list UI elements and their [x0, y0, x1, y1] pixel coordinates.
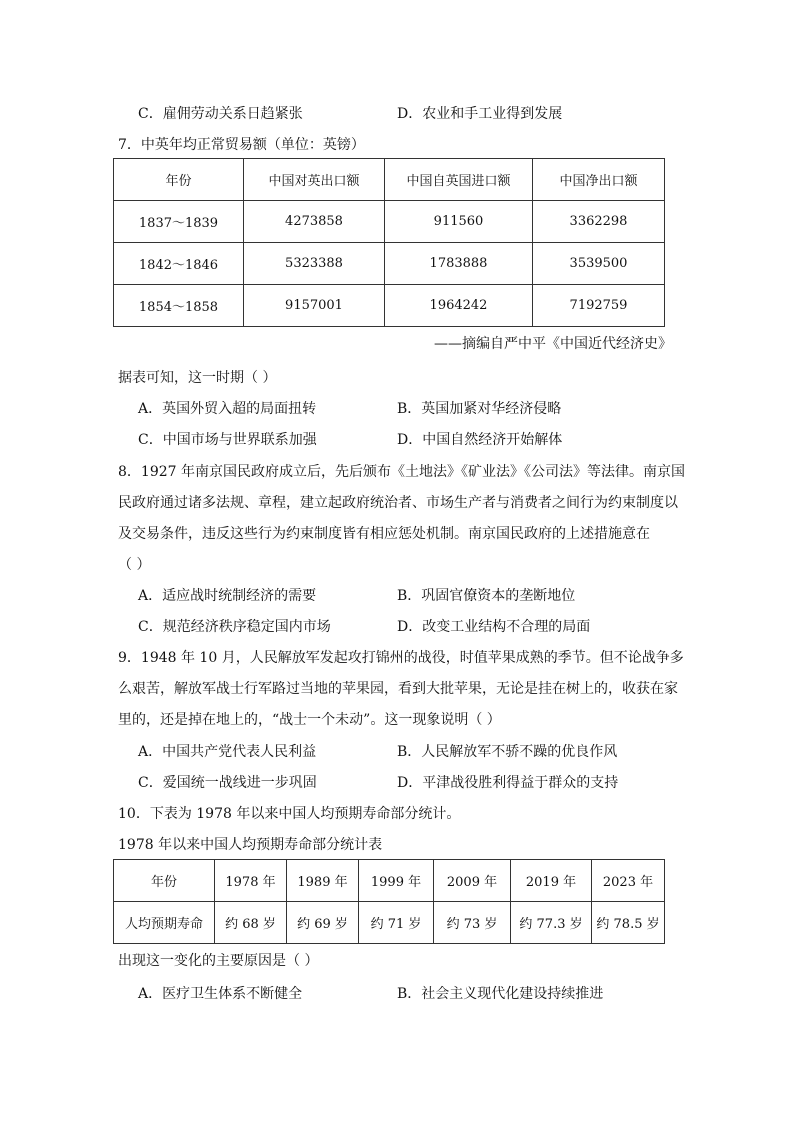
q10-option-a: A．医疗卫生体系不断健全 — [138, 986, 303, 1002]
q7-option-b: B．英国加紧对华经济侵略 — [397, 401, 562, 417]
table-cell: 4273858 — [244, 201, 385, 243]
header-cell: 2023 年 — [592, 860, 665, 902]
table-cell: 1837～1839 — [114, 201, 244, 243]
q9-option-d: D．平津战役胜利得益于群众的支持 — [397, 775, 619, 791]
q8-option-a: A．适应战时统制经济的需要 — [138, 588, 317, 604]
q8-option-d: D．改变工业结构不合理的局面 — [397, 619, 591, 635]
table-cell: 5323388 — [244, 243, 385, 285]
header-cell: 1989 年 — [287, 860, 359, 902]
table-cell: 7192759 — [533, 285, 665, 327]
life-expectancy-table — [113, 859, 665, 944]
table-row — [114, 285, 665, 327]
q10-stem: 出现这一变化的主要原因是（ ） — [118, 953, 319, 969]
q9-option-a: A．中国共产党代表人民利益 — [138, 744, 317, 760]
q6-option-c: C．雇佣劳动关系日趋紧张 — [138, 106, 303, 122]
q7-option-c: C．中国市场与世界联系加强 — [138, 432, 317, 448]
q7-title: 7．中英年均正常贸易额（单位：英镑） — [118, 137, 365, 153]
header-cell: 中国对英出口额 — [244, 159, 385, 201]
table-cell: 约 68 岁 — [215, 902, 287, 944]
q8-line-3: 及交易条件，违反这些行为约束制度皆有相应惩处机制。南京国民政府的上述措施意在 — [118, 526, 650, 542]
q6-option-d: D．农业和手工业得到发展 — [397, 106, 563, 122]
q8-line-1: 8．1927 年南京国民政府成立后，先后颁布《土地法》《矿业法》《公司法》等法律。南京国 — [118, 464, 685, 480]
table-cell: 3362298 — [533, 201, 665, 243]
table-cell: 911560 — [385, 201, 533, 243]
table-cell: 约 73 岁 — [434, 902, 511, 944]
q8-line-4: （ ） — [118, 557, 151, 573]
table-cell: 1964242 — [385, 285, 533, 327]
table-cell: 人均预期寿命 — [114, 902, 215, 944]
table-cell: 1842～1846 — [114, 243, 244, 285]
header-cell: 中国净出口额 — [533, 159, 665, 201]
q9-option-b: B．人民解放军不骄不躁的优良作风 — [397, 744, 618, 760]
table-cell: 约 78.5 岁 — [592, 902, 665, 944]
table-cell: 约 77.3 岁 — [511, 902, 592, 944]
q8-option-b: B．巩固官僚资本的垄断地位 — [397, 588, 576, 604]
table-cell: 1854～1858 — [114, 285, 244, 327]
header-cell: 2009 年 — [434, 860, 511, 902]
table-row — [114, 902, 665, 944]
q9-line-1: 9．1948 年 10 月，人民解放军发起攻打锦州的战役，时值苹果成熟的季节。但不论战争多 — [118, 650, 684, 666]
q7-option-a: A．英国外贸入超的局面扭转 — [138, 401, 317, 417]
q10-option-b: B．社会主义现代化建设持续推进 — [397, 986, 604, 1002]
q7-stem: 据表可知，这一时期（ ） — [118, 370, 277, 386]
q8-line-2: 民政府通过诸多法规、章程，建立起政府统治者、市场生产者与消费者之间行为约束制度以 — [118, 495, 678, 511]
header-cell: 中国自英国进口额 — [385, 159, 533, 201]
table-cell: 约 71 岁 — [359, 902, 434, 944]
q9-line-2: 么艰苦，解放军战士行军路过当地的苹果园，看到大批苹果，无论是挂在树上的，收获在家 — [118, 681, 678, 697]
q8-option-c: C．规范经济秩序稳定国内市场 — [138, 619, 331, 635]
q10-intro: 10．下表为 1978 年以来中国人均预期寿命部分统计。 — [118, 806, 461, 822]
q9-line-3: 里的，还是掉在地上的，“战士一个未动”。这一现象说明（ ） — [118, 712, 501, 728]
table-cell: 9157001 — [244, 285, 385, 327]
q9-option-c: C．爱国统一战线进一步巩固 — [138, 775, 317, 791]
trade-table — [113, 158, 665, 327]
table-header-row — [114, 159, 665, 201]
header-cell: 年份 — [114, 159, 244, 201]
table-cell: 约 69 岁 — [287, 902, 359, 944]
table-cell: 1783888 — [385, 243, 533, 285]
table-row — [114, 243, 665, 285]
header-cell: 2019 年 — [511, 860, 592, 902]
table-header-row — [114, 860, 665, 902]
header-cell: 1999 年 — [359, 860, 434, 902]
table-row — [114, 201, 665, 243]
table-cell: 3539500 — [533, 243, 665, 285]
table-source: ——摘编自严中平《中国近代经济史》 — [434, 336, 672, 352]
q10-table-caption: 1978 年以来中国人均预期寿命部分统计表 — [118, 837, 383, 853]
header-cell: 年份 — [114, 860, 215, 902]
header-cell: 1978 年 — [215, 860, 287, 902]
q7-option-d: D．中国自然经济开始解体 — [397, 432, 563, 448]
